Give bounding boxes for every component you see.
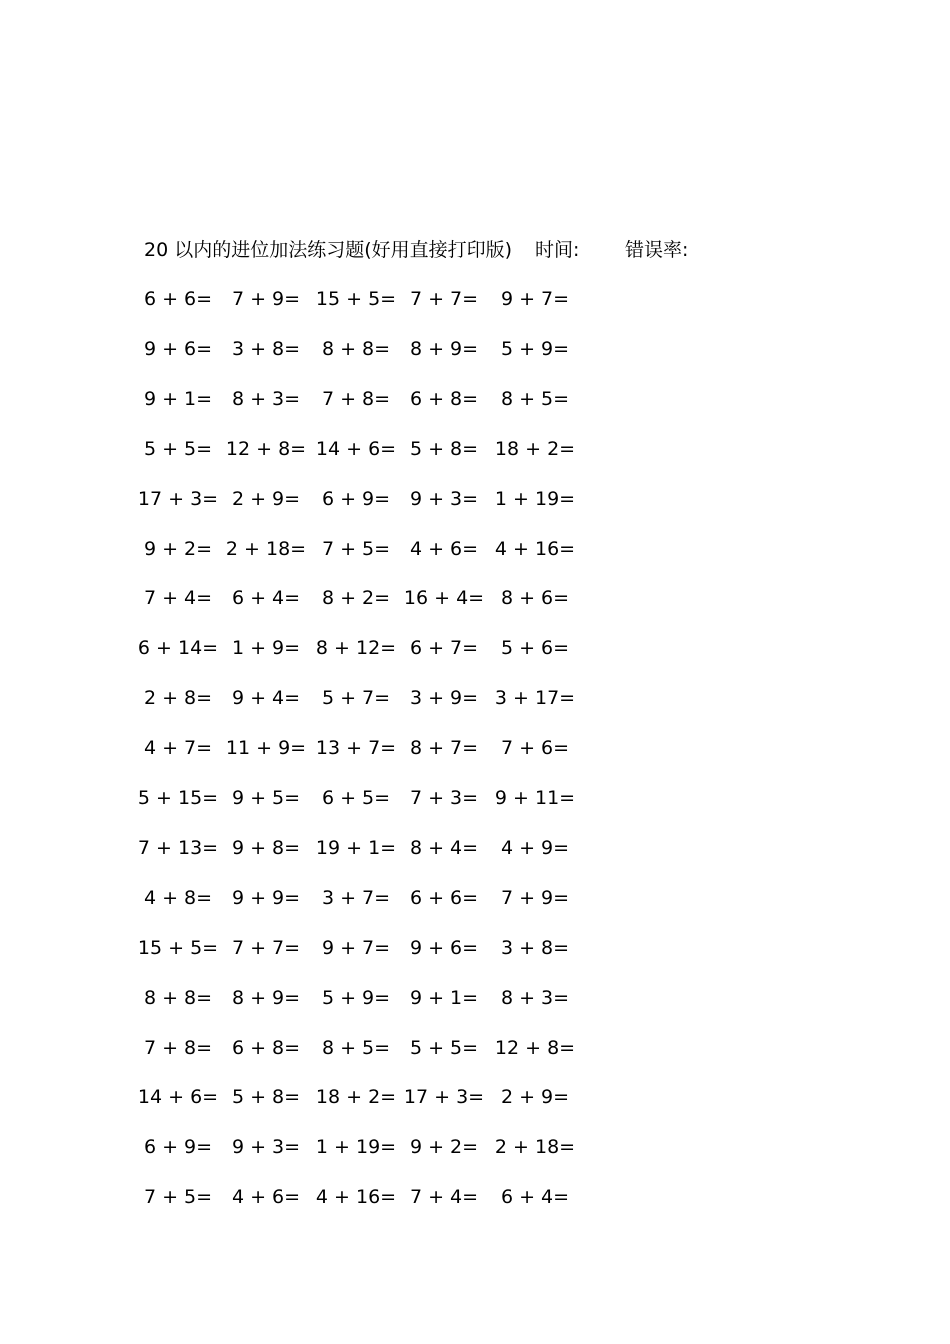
problem-item: 8 + 9= [409,337,479,360]
problem-item: 6 + 4= [500,1186,570,1209]
problem-item: 9 + 6= [409,936,479,959]
problem-item: 5 + 7= [321,687,391,710]
problem-item: 19 + 1= [315,836,397,859]
problem-item: 5 + 8= [409,437,479,460]
problem-row [0,883,950,913]
problem-row [0,484,950,514]
problem-item: 6 + 6= [143,288,213,310]
problem-item: 17 + 3= [137,487,219,510]
problem-item: 18 + 2= [494,437,576,460]
problem-row [0,334,950,364]
problem-item: 6 + 8= [409,387,479,410]
problem-item: 2 + 9= [500,1086,570,1109]
problem-item: 12 + 8= [225,437,307,460]
problem-item: 2 + 8= [143,687,213,710]
problem-item: 8 + 5= [500,387,570,410]
problem-item: 7 + 5= [321,537,391,560]
problem-item: 8 + 5= [321,1036,391,1059]
problem-item: 7 + 4= [143,587,213,610]
problem-item: 12 + 8= [494,1036,576,1059]
problem-row [0,983,950,1013]
problem-item: 8 + 3= [500,986,570,1009]
problem-item: 4 + 9= [500,836,570,859]
problem-item: 15 + 5= [137,936,219,959]
problem-item: 17 + 3= [403,1086,485,1109]
problem-item: 5 + 8= [231,1086,301,1109]
problem-row [0,633,950,663]
problem-item: 9 + 3= [409,487,479,510]
problem-item: 6 + 7= [409,637,479,660]
problem-item: 7 + 13= [137,836,219,859]
problem-item: 9 + 4= [231,687,301,710]
problem-row [0,833,950,863]
problem-item: 8 + 9= [231,986,301,1009]
problem-item: 8 + 12= [315,637,397,660]
problem-item: 7 + 8= [321,387,391,410]
problem-item: 1 + 19= [494,487,576,510]
problem-item: 8 + 4= [409,836,479,859]
problem-item: 7 + 8= [143,1036,213,1059]
problem-row [0,434,950,464]
problem-row [0,733,950,763]
problem-item: 9 + 8= [231,836,301,859]
problem-item: 6 + 4= [231,587,301,610]
problem-item: 9 + 3= [231,1136,301,1159]
problem-item: 3 + 8= [231,337,301,360]
problem-item: 9 + 1= [143,387,213,410]
problem-item: 9 + 1= [409,986,479,1009]
problem-item: 7 + 7= [409,288,479,310]
problem-item: 6 + 9= [143,1136,213,1159]
problem-item: 5 + 5= [409,1036,479,1059]
problem-item: 8 + 8= [143,986,213,1009]
problem-item: 7 + 4= [409,1186,479,1209]
problem-item: 4 + 16= [494,537,576,560]
problem-item: 2 + 18= [494,1136,576,1159]
problem-item: 1 + 19= [315,1136,397,1159]
problem-item: 7 + 9= [231,288,301,310]
problem-item: 2 + 18= [225,537,307,560]
problem-item: 9 + 7= [321,936,391,959]
problem-item: 4 + 6= [409,537,479,560]
problem-item: 6 + 14= [137,637,219,660]
problem-item: 5 + 15= [137,787,219,809]
problem-item: 11 + 9= [225,737,307,760]
problem-item: 6 + 5= [321,787,391,809]
problem-item: 8 + 3= [231,387,301,410]
problem-item: 9 + 9= [231,886,301,909]
problem-row [0,1033,950,1063]
problem-row [0,583,950,613]
problem-item: 8 + 6= [500,587,570,610]
problem-row [0,1082,950,1112]
problem-item: 3 + 17= [494,687,576,710]
problem-row [0,683,950,713]
problem-item: 2 + 9= [231,487,301,510]
problem-item: 1 + 9= [231,637,301,660]
problem-item: 9 + 5= [231,787,301,809]
problem-item: 8 + 2= [321,587,391,610]
problem-item: 14 + 6= [137,1086,219,1109]
problem-item: 5 + 5= [143,437,213,460]
problem-row [0,534,950,564]
problem-item: 8 + 7= [409,737,479,760]
problem-row [0,783,950,813]
problem-item: 3 + 7= [321,886,391,909]
problem-row [0,1182,950,1212]
problem-row [0,933,950,963]
problem-item: 14 + 6= [315,437,397,460]
problem-item: 9 + 2= [143,537,213,560]
problem-item: 7 + 3= [409,787,479,809]
problem-item: 4 + 7= [143,737,213,760]
problem-item: 9 + 7= [500,288,570,310]
problem-item: 9 + 2= [409,1136,479,1159]
problem-item: 15 + 5= [315,288,397,310]
problem-item: 16 + 4= [403,587,485,610]
problem-item: 8 + 8= [321,337,391,360]
problem-item: 4 + 8= [143,886,213,909]
worksheet-title: 20 以内的进位加法练习题(好用直接打印版) [144,239,513,261]
problem-item: 3 + 8= [500,936,570,959]
problem-row [0,1132,950,1162]
problem-item: 9 + 11= [494,787,576,809]
problem-row [0,384,950,414]
problem-item: 7 + 6= [500,737,570,760]
problem-item: 6 + 9= [321,487,391,510]
problem-item: 5 + 9= [321,986,391,1009]
problem-item: 9 + 6= [143,337,213,360]
problem-item: 5 + 9= [500,337,570,360]
problem-item: 7 + 9= [500,886,570,909]
problem-item: 7 + 5= [143,1186,213,1209]
problem-item: 6 + 8= [231,1036,301,1059]
problem-item: 7 + 7= [231,936,301,959]
problem-item: 18 + 2= [315,1086,397,1109]
problem-row [0,284,950,314]
problem-item: 13 + 7= [315,737,397,760]
error-rate-label: 错误率: [625,239,689,261]
problem-item: 5 + 6= [500,637,570,660]
time-label: 时间: [535,239,580,261]
problem-item: 3 + 9= [409,687,479,710]
problem-item: 4 + 6= [231,1186,301,1209]
problem-item: 4 + 16= [315,1186,397,1209]
problem-item: 6 + 6= [409,886,479,909]
